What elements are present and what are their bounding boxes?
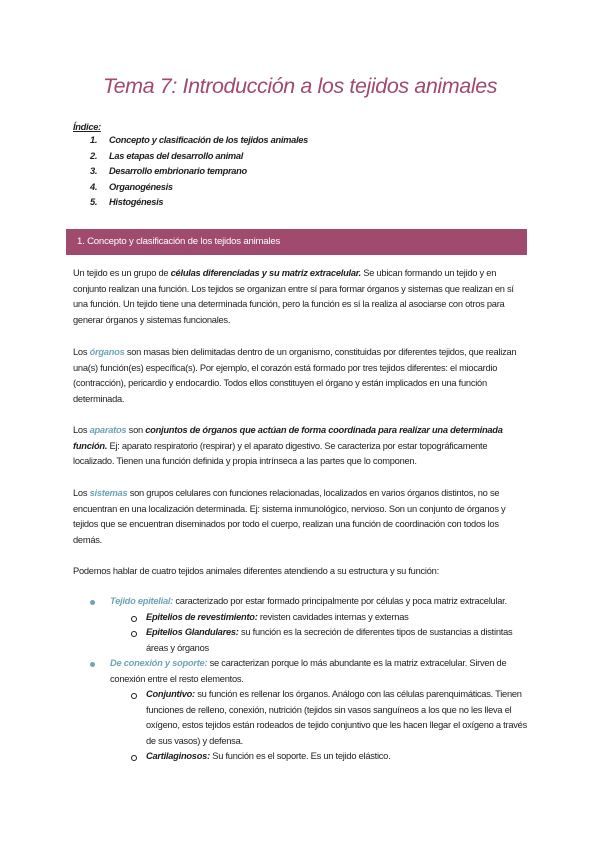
- list-item-epitelial: Tejido epitelial: caracterizado por estar formado principalmente por células y poca matriz extracelular.: [110, 596, 507, 606]
- list-item-glandulares: Epitelios Glandulares: su función es la secreción de diferentes tipos de sustancias a distintas áreas y órganos: [146, 627, 513, 653]
- list-item-conexion: De conexión y soporte: se caracterizan porque lo más abundante es la matriz extracelular. Sirven de conexión entre el resto elementos.: [110, 658, 507, 684]
- sub-bullet-circle: [131, 755, 137, 761]
- paragraph-sistemas: Los sistemas son grupos celulares con funciones relacionadas, localizados en varios órganos distintos, no se encuentran en una localización determinada. Ej: sistema inmunológico, nervioso. Son un conjunto de órganos y tejidos que se encuentran diseminados por todo el cuerpo, realizan una función de coordinación con todos los demás.: [73, 488, 506, 545]
- paragraph-organos: Los órganos son masas bien delimitadas dentro de un organismo, constituidas por diferentes tejidos, que realizan una(s) función(es) específica(s). Por ejemplo, el corazón está formado por tres tejidos diferentes: el miocardio (contracción), pericardio y endocardio. Todos ellos constituyen el órgano y están implicados en una función determinada.: [73, 347, 517, 404]
- index-item: 1. Concepto y clasificación de los tejidos animales: [90, 135, 308, 145]
- sub-bullet-circle: [131, 631, 137, 637]
- term-organos: órganos: [89, 347, 125, 357]
- paragraph-aparatos: Los aparatos son conjuntos de órganos que actúan de forma coordinada para realizar una determinada función. Ej: aparato respiratorio (respirar) y el aparato digestivo. Se caracteriza por estar topográficamente localizado. Tienen una función definida y propia intrínseca a las partes que lo componen.: [73, 425, 503, 466]
- sub-bullet-circle: [131, 693, 137, 699]
- bullet-dot: [90, 600, 95, 605]
- list-item-conjuntivo: Conjuntivo: su función es rellenar los órganos. Análogo con las células parenquimáticas. Tienen funciones de relleno, conexión, nutrición (tejidos sin vasos sanguíneos a los que no les lleva el oxígeno, estos tejidos están rodeados de tejido conjuntivo que les hacen llegar el oxígeno a través de sus vasos) y defensa.: [146, 689, 527, 746]
- index-item: 4. Organogénesis: [90, 181, 173, 192]
- index-item: 2. Las etapas del desarrollo animal: [90, 150, 244, 161]
- list-item-revestimiento: Epitelios de revestimiento: revisten cavidades internas y externas: [146, 612, 409, 622]
- section-heading: 1. Concepto y clasificación de los tejidos animales: [66, 229, 527, 255]
- list-item-cartilaginosos: Cartilaginosos: Su función es el soporte. Es un tejido elástico.: [146, 751, 391, 761]
- paragraph-intro-list: Podemos hablar de cuatro tejidos animales diferentes atendiendo a su estructura y su función:: [73, 566, 439, 576]
- index-list: [90, 133, 308, 211]
- index-item: 3. Desarrollo embrionario temprano: [90, 166, 247, 176]
- paragraph-tejido: Un tejido es un grupo de células diferenciadas y su matriz extracelular. Se ubican formando un tejido y en conjunto realizan una función. Los tejidos se organizan entre sí para formar órganos y sistemas que realizan en sí una función. Un tejido tiene una determinada función, pero la función es sí la realiza al asociarse con otros para generar órganos y sistemas funcionales.: [73, 268, 514, 325]
- term-aparatos: aparatos: [89, 425, 127, 435]
- index-heading: Índice:: [73, 122, 101, 132]
- index-item: 5. Histogénesis: [90, 197, 164, 207]
- sub-bullet-circle: [131, 616, 137, 622]
- document-title: Tema 7: Introducción a los tejidos animales: [102, 74, 498, 98]
- bullet-dot: [90, 662, 95, 667]
- term-sistemas: sistemas: [89, 488, 128, 498]
- table-of-contents: [73, 122, 308, 211]
